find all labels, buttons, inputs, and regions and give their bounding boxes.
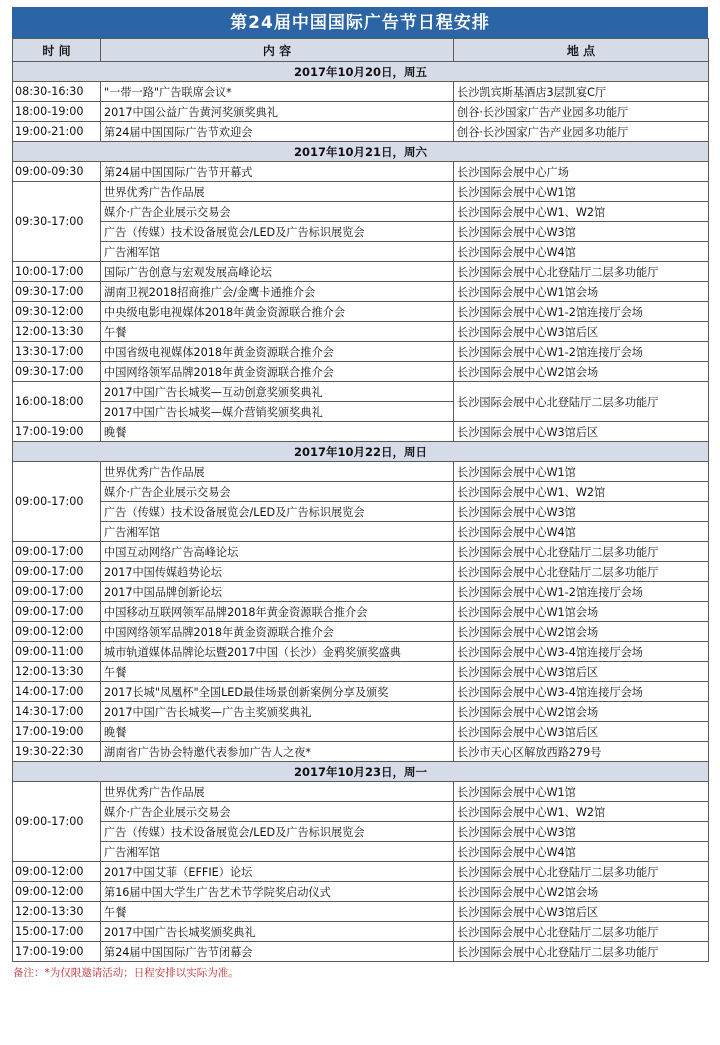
time-cell: 12:00-13:30 xyxy=(13,662,101,682)
content-cell: 世界优秀广告作品展 xyxy=(101,182,454,202)
table-row xyxy=(13,542,709,562)
content-cell: 2017中国广告长城奖—媒介营销奖颁奖典礼 xyxy=(101,402,454,422)
content-cell: 湖南卫视2018招商推广会/金鹰卡通推介会 xyxy=(101,282,454,302)
time-cell: 09:00-09:30 xyxy=(13,162,101,182)
content-cell: 午餐 xyxy=(101,662,454,682)
location-cell: 长沙国际会展中心北登陆厅二层多功能厅 xyxy=(454,542,709,562)
table-row xyxy=(13,742,709,762)
location-cell: 长沙国际会展中心北登陆厅二层多功能厅 xyxy=(454,562,709,582)
content-cell: 城市轨道媒体品牌论坛暨2017中国（长沙）金鸦奖颁奖盛典 xyxy=(101,642,454,662)
table-row xyxy=(13,342,709,362)
content-cell: 2017中国广告长城奖—广告主奖颁奖典礼 xyxy=(101,702,454,722)
time-cell: 09:00-17:00 xyxy=(13,602,101,622)
table-row xyxy=(13,682,709,702)
table-row xyxy=(13,122,709,142)
content-cell: 媒介·广告企业展示交易会 xyxy=(101,202,454,222)
table-row xyxy=(13,222,709,242)
time-cell: 17:00-19:00 xyxy=(13,942,101,962)
table-row xyxy=(13,802,709,822)
content-cell: 2017中国艾菲（EFFIE）论坛 xyxy=(101,862,454,882)
content-cell: 湖南省广告协会特邀代表参加广告人之夜* xyxy=(101,742,454,762)
date-header: 2017年10月20日，周五 xyxy=(13,62,709,82)
time-cell: 09:00-17:00 xyxy=(13,562,101,582)
table-row xyxy=(13,302,709,322)
location-cell: 长沙国际会展中心北登陆厅二层多功能厅 xyxy=(454,262,709,282)
content-cell: 第24届中国国际广告节欢迎会 xyxy=(101,122,454,142)
content-cell: 2017中国传媒趋势论坛 xyxy=(101,562,454,582)
time-cell: 17:00-19:00 xyxy=(13,722,101,742)
time-cell: 09:30-17:00 xyxy=(13,362,101,382)
location-cell: 长沙国际会展中心W1馆 xyxy=(454,462,709,482)
table-row xyxy=(13,242,709,262)
time-cell: 09:00-11:00 xyxy=(13,642,101,662)
header-row xyxy=(13,39,709,62)
location-cell: 长沙国际会展中心W1、W2馆 xyxy=(454,482,709,502)
time-cell: 16:00-18:00 xyxy=(13,382,101,422)
date-header: 2017年10月22日，周日 xyxy=(13,442,709,462)
location-cell: 长沙国际会展中心北登陆厅二层多功能厅 xyxy=(454,862,709,882)
time-cell: 09:00-17:00 xyxy=(13,462,101,542)
table-row xyxy=(13,902,709,922)
location-cell: 长沙国际会展中心W3馆后区 xyxy=(454,422,709,442)
content-cell: 中国网络领军品牌2018年黄金资源联合推介会 xyxy=(101,622,454,642)
content-cell: 广告湘军馆 xyxy=(101,842,454,862)
time-cell: 12:00-13:30 xyxy=(13,322,101,342)
content-cell: 2017中国广告长城奖颁奖典礼 xyxy=(101,922,454,942)
time-cell: 09:00-12:00 xyxy=(13,862,101,882)
table-row xyxy=(13,502,709,522)
time-cell: 09:00-17:00 xyxy=(13,582,101,602)
location-cell: 长沙国际会展中心北登陆厅二层多功能厅 xyxy=(454,922,709,942)
content-cell: 世界优秀广告作品展 xyxy=(101,462,454,482)
table-row xyxy=(13,482,709,502)
content-cell: 2017中国广告长城奖—互动创意奖颁奖典礼 xyxy=(101,382,454,402)
time-cell: 19:30-22:30 xyxy=(13,742,101,762)
location-cell: 创谷·长沙国家广告产业园多功能厅 xyxy=(454,102,709,122)
content-cell: 午餐 xyxy=(101,322,454,342)
location-cell: 长沙国际会展中心W1、W2馆 xyxy=(454,202,709,222)
content-cell: 媒介·广告企业展示交易会 xyxy=(101,482,454,502)
content-cell: 世界优秀广告作品展 xyxy=(101,782,454,802)
table-row xyxy=(13,202,709,222)
table-row xyxy=(13,362,709,382)
schedule-body xyxy=(13,62,709,962)
location-cell: 长沙国际会展中心W3馆 xyxy=(454,502,709,522)
location-cell: 长沙国际会展中心W3馆后区 xyxy=(454,722,709,742)
location-cell: 长沙国际会展中心W3-4馆连接厅会场 xyxy=(454,642,709,662)
table-row xyxy=(13,842,709,862)
footnote: 备注：*为仅限邀请活动；日程安排以实际为准。 xyxy=(13,967,239,979)
content-cell: 2017长城"凤凰杯"全国LED最佳场景创新案例分享及颁奖 xyxy=(101,682,454,702)
content-cell: 中国网络领军品牌2018年黄金资源联合推介会 xyxy=(101,362,454,382)
schedule-table xyxy=(12,38,709,962)
location-cell: 长沙国际会展中心W3馆 xyxy=(454,222,709,242)
time-cell: 08:30-16:30 xyxy=(13,82,101,102)
table-row xyxy=(13,622,709,642)
location-cell: 长沙国际会展中心W1馆 xyxy=(454,782,709,802)
content-cell: 广告（传媒）技术设备展览会/LED及广告标识展览会 xyxy=(101,822,454,842)
content-cell: 媒介·广告企业展示交易会 xyxy=(101,802,454,822)
date-row xyxy=(13,442,709,462)
time-cell: 14:00-17:00 xyxy=(13,682,101,702)
location-cell: 长沙国际会展中心W2馆会场 xyxy=(454,702,709,722)
location-cell: 长沙国际会展中心W1-2馆连接厅会场 xyxy=(454,342,709,362)
location-cell: 长沙国际会展中心W3-4馆连接厅会场 xyxy=(454,682,709,702)
location-cell: 创谷·长沙国家广告产业园多功能厅 xyxy=(454,122,709,142)
header-location: 地 点 xyxy=(454,39,709,62)
table-row xyxy=(13,182,709,202)
table-row xyxy=(13,922,709,942)
content-cell: 广告湘军馆 xyxy=(101,242,454,262)
content-cell: 广告（传媒）技术设备展览会/LED及广告标识展览会 xyxy=(101,502,454,522)
date-row xyxy=(13,762,709,782)
location-cell: 长沙国际会展中心W2馆会场 xyxy=(454,362,709,382)
time-cell: 14:30-17:00 xyxy=(13,702,101,722)
location-cell: 长沙国际会展中心W2馆会场 xyxy=(454,882,709,902)
content-cell: 2017中国品牌创新论坛 xyxy=(101,582,454,602)
location-cell: 长沙国际会展中心W1馆会场 xyxy=(454,282,709,302)
time-cell: 09:30-17:00 xyxy=(13,182,101,262)
table-row xyxy=(13,822,709,842)
location-cell: 长沙国际会展中心W3馆后区 xyxy=(454,662,709,682)
location-cell: 长沙国际会展中心W4馆 xyxy=(454,842,709,862)
content-cell: 广告湘军馆 xyxy=(101,522,454,542)
header-content: 内 容 xyxy=(101,39,454,62)
date-header: 2017年10月23日，周一 xyxy=(13,762,709,782)
time-cell: 09:00-17:00 xyxy=(13,542,101,562)
table-row xyxy=(13,662,709,682)
location-cell: 长沙国际会展中心W1馆会场 xyxy=(454,602,709,622)
time-cell: 09:00-12:00 xyxy=(13,882,101,902)
location-cell: 长沙国际会展中心北登陆厅二层多功能厅 xyxy=(454,942,709,962)
table-row xyxy=(13,782,709,802)
table-row xyxy=(13,382,709,402)
time-cell: 12:00-13:30 xyxy=(13,902,101,922)
time-cell: 18:00-19:00 xyxy=(13,102,101,122)
table-row xyxy=(13,282,709,302)
location-cell: 长沙国际会展中心W1-2馆连接厅会场 xyxy=(454,582,709,602)
time-cell: 10:00-17:00 xyxy=(13,262,101,282)
table-row xyxy=(13,602,709,622)
content-cell: 第16届中国大学生广告艺术节学院奖启动仪式 xyxy=(101,882,454,902)
table-row xyxy=(13,562,709,582)
time-cell: 09:30-12:00 xyxy=(13,302,101,322)
table-row xyxy=(13,582,709,602)
content-cell: 国际广告创意与宏观发展高峰论坛 xyxy=(101,262,454,282)
location-cell: 长沙国际会展中心W1馆 xyxy=(454,182,709,202)
content-cell: 晚餐 xyxy=(101,422,454,442)
table-row xyxy=(13,262,709,282)
location-cell: 长沙国际会展中心W3馆后区 xyxy=(454,902,709,922)
content-cell: 中国省级电视媒体2018年黄金资源联合推介会 xyxy=(101,342,454,362)
location-cell: 长沙国际会展中心W1、W2馆 xyxy=(454,802,709,822)
content-cell: "一带一路"广告联席会议* xyxy=(101,82,454,102)
page-title: 第24届中国国际广告节日程安排 xyxy=(12,7,708,38)
table-row xyxy=(13,462,709,482)
table-row xyxy=(13,942,709,962)
schedule-sheet xyxy=(12,7,708,983)
header-time: 时 间 xyxy=(13,39,101,62)
time-cell: 13:30-17:00 xyxy=(13,342,101,362)
content-cell: 中国移动互联网领军品牌2018年黄金资源联合推介会 xyxy=(101,602,454,622)
date-row xyxy=(13,142,709,162)
location-cell: 长沙国际会展中心W3馆 xyxy=(454,822,709,842)
content-cell: 广告（传媒）技术设备展览会/LED及广告标识展览会 xyxy=(101,222,454,242)
time-cell: 15:00-17:00 xyxy=(13,922,101,942)
table-row xyxy=(13,702,709,722)
date-header: 2017年10月21日，周六 xyxy=(13,142,709,162)
location-cell: 长沙国际会展中心W3馆后区 xyxy=(454,322,709,342)
table-row xyxy=(13,82,709,102)
time-cell: 09:00-17:00 xyxy=(13,782,101,862)
content-cell: 晚餐 xyxy=(101,722,454,742)
date-row xyxy=(13,62,709,82)
content-cell: 第24届中国国际广告节开幕式 xyxy=(101,162,454,182)
table-row xyxy=(13,162,709,182)
time-cell: 19:00-21:00 xyxy=(13,122,101,142)
time-cell: 09:00-12:00 xyxy=(13,622,101,642)
table-row xyxy=(13,522,709,542)
content-cell: 中央级电影电视媒体2018年黄金资源联合推介会 xyxy=(101,302,454,322)
time-cell: 17:00-19:00 xyxy=(13,422,101,442)
table-row xyxy=(13,322,709,342)
location-cell: 长沙国际会展中心W1-2馆连接厅会场 xyxy=(454,302,709,322)
content-cell: 中国互动网络广告高峰论坛 xyxy=(101,542,454,562)
table-row xyxy=(13,642,709,662)
location-cell: 长沙国际会展中心W2馆会场 xyxy=(454,622,709,642)
table-row xyxy=(13,882,709,902)
location-cell: 长沙国际会展中心W4馆 xyxy=(454,522,709,542)
location-cell: 长沙凯宾斯基酒店3层凯宴C厅 xyxy=(454,82,709,102)
table-row xyxy=(13,422,709,442)
location-cell: 长沙市天心区解放西路279号 xyxy=(454,742,709,762)
location-cell: 长沙国际会展中心北登陆厅二层多功能厅 xyxy=(454,382,709,422)
content-cell: 2017中国公益广告黄河奖颁奖典礼 xyxy=(101,102,454,122)
location-cell: 长沙国际会展中心广场 xyxy=(454,162,709,182)
table-row xyxy=(13,862,709,882)
table-row xyxy=(13,102,709,122)
content-cell: 午餐 xyxy=(101,902,454,922)
table-row xyxy=(13,722,709,742)
content-cell: 第24届中国国际广告节闭幕会 xyxy=(101,942,454,962)
location-cell: 长沙国际会展中心W4馆 xyxy=(454,242,709,262)
time-cell: 09:30-17:00 xyxy=(13,282,101,302)
